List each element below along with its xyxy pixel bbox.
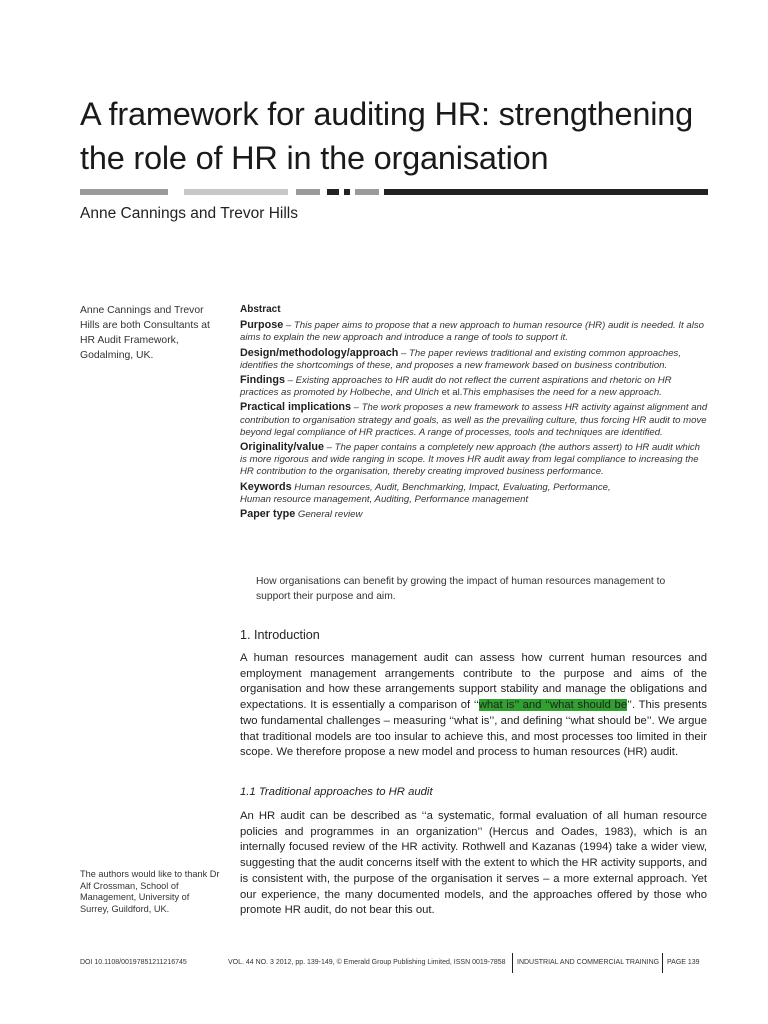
abstract-practical	[240, 401, 708, 439]
findings-label: Findings	[240, 374, 285, 387]
keywords-line-1: Human resources, Audit, Benchmarking, Impact, Evaluating, Performance,	[291, 481, 611, 493]
abstract-keywords	[240, 481, 708, 506]
purpose-label: Purpose	[240, 319, 284, 332]
page-footer	[0, 953, 768, 973]
introduction-paragraph	[240, 651, 707, 761]
traditional-approaches-paragraph: An HR audit can be described as ‘‘a systematic, formal evaluation of all human resource policies and programmes in an organization’’ (Hercus and Oades, 1983), which is an internally focused review of the HR activity. Rothwell and Kazanas (1994) take a wider view, suggesting that the audit concerns itself with the extent to which the HR activity supports, and is consistent with, the purpose of the organisation it serves – a more external approach. Yet our experience, the many documented models, and the approaches offered by those who promote HR audit, do not bear this out.	[240, 810, 707, 917]
design-text: – The paper reviews traditional and existing common approaches, identifies the shortcomings of these, and proposes a new framework based on business contribution.	[240, 347, 682, 371]
abstract-findings	[240, 374, 708, 399]
footer-doi: DOI 10.1108/00197851211216745	[80, 959, 187, 966]
purpose-text: – This paper aims to propose that a new approach to human resource (HR) audit is needed. It also aims to explain the new approach and introduce a range of tools to support it.	[240, 320, 704, 344]
footer-page-number: PAGE 139	[667, 959, 700, 966]
intro-text-before: A human resources management audit can assess how current human resources and employment management arrangements contribute to the purpose and aims of the organisation and how these arrangements support stability and manage the obligations and expectations. It is essentially a comparison of ‘‘	[240, 652, 707, 712]
subsection-heading-traditional-approaches: 1.1 Traditional approaches to HR audit	[240, 786, 433, 798]
highlighted-text: what is’’ and ‘‘what should be	[478, 699, 628, 712]
abstract-originality	[240, 441, 708, 479]
pull-quote: How organisations can benefit by growing the impact of human resources management to support their purpose and aim.	[256, 576, 666, 602]
abstract-paper-type	[240, 508, 708, 521]
originality-label: Originality/value	[240, 441, 325, 454]
design-label: Design/methodology/approach	[240, 346, 399, 359]
abstract-purpose	[240, 319, 708, 344]
originality-text: – The paper contains a completely new approach (the authors assert) to HR audit which is more rigorous and wide ranging in scope. It moves HR audit away from legal compliance to increasing the HR contribution to the organisation, thereby creating improved business performance.	[240, 442, 700, 478]
article-authors: Anne Cannings and Trevor Hills	[80, 205, 298, 222]
keywords-line-2: Human resource management, Auditing, Performance management	[240, 493, 529, 505]
article-title: A framework for auditing HR: strengthening the role of HR in the organisation	[80, 96, 694, 176]
footer-divider	[512, 953, 513, 973]
practical-text: – The work proposes a new framework to assess HR activity against alignment and contribution to organisation strategy and goals, as well as the prevailing culture, thus forcing HR audit to move beyond legal compliance of HR practices. A range of processes, tools and techniques are identified.	[240, 402, 708, 438]
findings-etal: et al.	[441, 387, 463, 399]
paper-type-label: Paper type	[240, 508, 296, 521]
abstract-heading: Abstract	[240, 304, 281, 315]
footer-journal: INDUSTRIAL AND COMMERCIAL TRAINING	[517, 959, 660, 966]
findings-text-2: This emphasises the need for a new approach.	[462, 387, 662, 399]
acknowledgement-note: The authors would like to thank Dr Alf Crossman, School of Management, University of Surrey, Guildford, UK.	[80, 869, 220, 914]
footer-divider	[662, 953, 663, 973]
practical-label: Practical implications	[240, 401, 352, 414]
paper-type-text: General review	[295, 509, 363, 521]
section-heading-introduction: 1. Introduction	[240, 628, 320, 642]
abstract	[240, 304, 708, 523]
footer-citation: VOL. 44 NO. 3 2012, pp. 139-149, © Emerald Group Publishing Limited, ISSN 0019-7858	[228, 959, 506, 966]
keywords-label: Keywords	[240, 480, 292, 493]
abstract-design	[240, 347, 708, 372]
author-affiliation: Anne Cannings and Trevor Hills are both Consultants at HR Audit Framework, Godalming, UK.	[80, 305, 210, 361]
intro-text-after: ’’. This presents two fundamental challenges – measuring ‘‘what is’’, and defining ‘‘what should be’’. We argue that traditional models are too insular to achieve this, and most processes too limited in their scope. We therefore propose a new model and process to human resources (HR) audit.	[240, 699, 707, 759]
findings-text: – Existing approaches to HR audit do not reflect the current aspirations and rhetoric on HR practices as promoted by Holbeche, and Ulrich	[240, 375, 672, 399]
